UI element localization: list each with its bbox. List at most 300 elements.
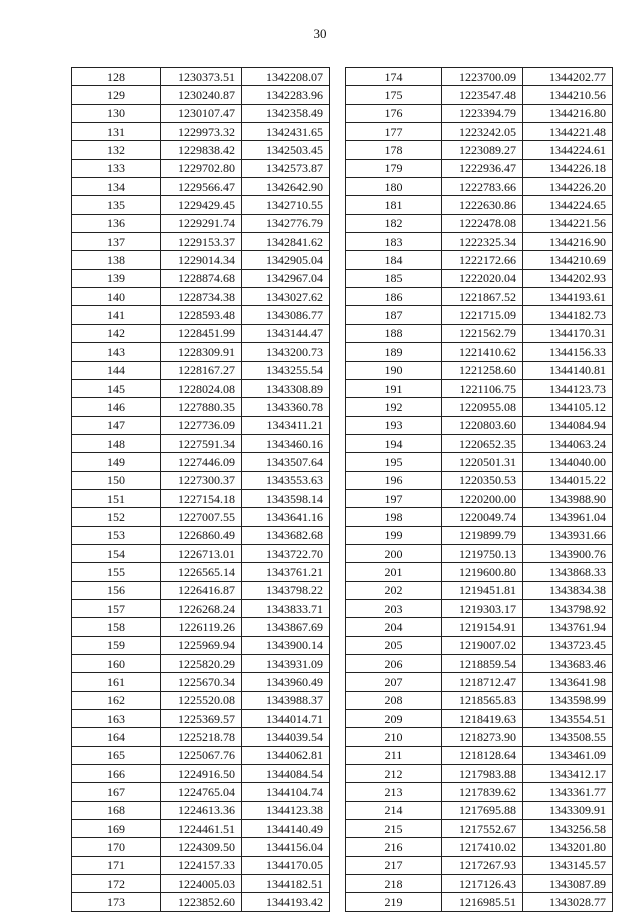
point-number-cell: 191 — [346, 379, 442, 397]
y-coordinate-cell: 1342358.49 — [242, 104, 330, 122]
y-coordinate-cell: 1343867.69 — [242, 618, 330, 636]
coordinates-table-right — [345, 67, 613, 912]
table-row — [72, 104, 330, 122]
y-coordinate-cell: 1343309.91 — [523, 801, 613, 819]
point-number-cell: 136 — [72, 214, 161, 232]
table-row — [346, 233, 613, 251]
x-coordinate-cell: 1226565.14 — [161, 563, 242, 581]
table-row — [72, 526, 330, 544]
y-coordinate-cell: 1343761.21 — [242, 563, 330, 581]
y-coordinate-cell: 1343598.14 — [242, 489, 330, 507]
y-coordinate-cell: 1343682.68 — [242, 526, 330, 544]
x-coordinate-cell: 1219007.02 — [442, 636, 523, 654]
x-coordinate-cell: 1229153.37 — [161, 233, 242, 251]
y-coordinate-cell: 1343988.90 — [523, 489, 613, 507]
table-row — [72, 710, 330, 728]
x-coordinate-cell: 1222325.34 — [442, 233, 523, 251]
point-number-cell: 147 — [72, 416, 161, 434]
table-row — [346, 214, 613, 232]
table-row — [346, 343, 613, 361]
x-coordinate-cell: 1226713.01 — [161, 544, 242, 562]
table-row — [346, 104, 613, 122]
x-coordinate-cell: 1217552.67 — [442, 820, 523, 838]
point-number-cell: 168 — [72, 801, 161, 819]
table-row — [72, 728, 330, 746]
x-coordinate-cell: 1217267.93 — [442, 856, 523, 874]
table-row — [346, 710, 613, 728]
x-coordinate-cell: 1221715.09 — [442, 306, 523, 324]
point-number-cell: 201 — [346, 563, 442, 581]
x-coordinate-cell: 1229566.47 — [161, 178, 242, 196]
coordinates-table-left — [71, 67, 330, 912]
table-row — [346, 471, 613, 489]
point-number-cell: 130 — [72, 104, 161, 122]
point-number-cell: 163 — [72, 710, 161, 728]
table-row — [346, 398, 613, 416]
x-coordinate-cell: 1223547.48 — [442, 86, 523, 104]
y-coordinate-cell: 1343361.77 — [523, 783, 613, 801]
point-number-cell: 165 — [72, 746, 161, 764]
x-coordinate-cell: 1222783.66 — [442, 178, 523, 196]
x-coordinate-cell: 1227007.55 — [161, 508, 242, 526]
y-coordinate-cell: 1344104.74 — [242, 783, 330, 801]
table-row — [72, 123, 330, 141]
point-number-cell: 129 — [72, 86, 161, 104]
table-row — [72, 765, 330, 783]
x-coordinate-cell: 1224157.33 — [161, 856, 242, 874]
table-row — [72, 655, 330, 673]
table-row — [346, 691, 613, 709]
y-coordinate-cell: 1344140.49 — [242, 820, 330, 838]
x-coordinate-cell: 1224613.36 — [161, 801, 242, 819]
x-coordinate-cell: 1225820.29 — [161, 655, 242, 673]
point-number-cell: 202 — [346, 581, 442, 599]
x-coordinate-cell: 1217695.88 — [442, 801, 523, 819]
y-coordinate-cell: 1344224.65 — [523, 196, 613, 214]
point-number-cell: 219 — [346, 893, 442, 911]
point-number-cell: 132 — [72, 141, 161, 159]
table-row — [346, 141, 613, 159]
y-coordinate-cell: 1343553.63 — [242, 471, 330, 489]
point-number-cell: 145 — [72, 379, 161, 397]
table-row — [72, 343, 330, 361]
x-coordinate-cell: 1225670.34 — [161, 673, 242, 691]
point-number-cell: 138 — [72, 251, 161, 269]
point-number-cell: 153 — [72, 526, 161, 544]
y-coordinate-cell: 1343027.62 — [242, 288, 330, 306]
table-row — [346, 178, 613, 196]
x-coordinate-cell: 1220652.35 — [442, 434, 523, 452]
table-row — [346, 453, 613, 471]
y-coordinate-cell: 1344156.33 — [523, 343, 613, 361]
table-row — [72, 746, 330, 764]
table-row — [72, 563, 330, 581]
point-number-cell: 149 — [72, 453, 161, 471]
y-coordinate-cell: 1344182.73 — [523, 306, 613, 324]
point-number-cell: 204 — [346, 618, 442, 636]
x-coordinate-cell: 1227300.37 — [161, 471, 242, 489]
point-number-cell: 215 — [346, 820, 442, 838]
x-coordinate-cell: 1219600.80 — [442, 563, 523, 581]
x-coordinate-cell: 1217983.88 — [442, 765, 523, 783]
table-row — [72, 178, 330, 196]
x-coordinate-cell: 1217410.02 — [442, 838, 523, 856]
table-row — [346, 563, 613, 581]
y-coordinate-cell: 1343145.57 — [523, 856, 613, 874]
y-coordinate-cell: 1344014.71 — [242, 710, 330, 728]
point-number-cell: 170 — [72, 838, 161, 856]
y-coordinate-cell: 1343798.92 — [523, 599, 613, 617]
table-row — [72, 306, 330, 324]
y-coordinate-cell: 1344084.54 — [242, 765, 330, 783]
table-row — [346, 544, 613, 562]
y-coordinate-cell: 1344170.31 — [523, 324, 613, 342]
point-number-cell: 131 — [72, 123, 161, 141]
y-coordinate-cell: 1343833.71 — [242, 599, 330, 617]
table-row — [346, 288, 613, 306]
point-number-cell: 189 — [346, 343, 442, 361]
point-number-cell: 207 — [346, 673, 442, 691]
y-coordinate-cell: 1343200.73 — [242, 343, 330, 361]
x-coordinate-cell: 1227736.09 — [161, 416, 242, 434]
y-coordinate-cell: 1344193.61 — [523, 288, 613, 306]
x-coordinate-cell: 1229429.45 — [161, 196, 242, 214]
table-row — [346, 508, 613, 526]
table-row — [346, 123, 613, 141]
y-coordinate-cell: 1343900.76 — [523, 544, 613, 562]
y-coordinate-cell: 1343461.09 — [523, 746, 613, 764]
y-coordinate-cell: 1344226.18 — [523, 159, 613, 177]
table-row — [346, 875, 613, 893]
x-coordinate-cell: 1221562.79 — [442, 324, 523, 342]
point-number-cell: 212 — [346, 765, 442, 783]
y-coordinate-cell: 1343598.99 — [523, 691, 613, 709]
y-coordinate-cell: 1343722.70 — [242, 544, 330, 562]
x-coordinate-cell: 1226268.24 — [161, 599, 242, 617]
point-number-cell: 152 — [72, 508, 161, 526]
point-number-cell: 174 — [346, 68, 442, 86]
table-row — [346, 856, 613, 874]
y-coordinate-cell: 1342283.96 — [242, 86, 330, 104]
point-number-cell: 180 — [346, 178, 442, 196]
y-coordinate-cell: 1342431.65 — [242, 123, 330, 141]
point-number-cell: 218 — [346, 875, 442, 893]
y-coordinate-cell: 1342841.62 — [242, 233, 330, 251]
x-coordinate-cell: 1218128.64 — [442, 746, 523, 764]
x-coordinate-cell: 1228167.27 — [161, 361, 242, 379]
table-row — [346, 269, 613, 287]
point-number-cell: 142 — [72, 324, 161, 342]
table-body-right — [346, 68, 613, 912]
x-coordinate-cell: 1217839.62 — [442, 783, 523, 801]
y-coordinate-cell: 1343028.77 — [523, 893, 613, 911]
table-row — [72, 544, 330, 562]
point-number-cell: 185 — [346, 269, 442, 287]
y-coordinate-cell: 1343087.89 — [523, 875, 613, 893]
point-number-cell: 144 — [72, 361, 161, 379]
x-coordinate-cell: 1226416.87 — [161, 581, 242, 599]
table-row — [346, 86, 613, 104]
y-coordinate-cell: 1342208.07 — [242, 68, 330, 86]
table-row — [72, 783, 330, 801]
table-row — [72, 196, 330, 214]
table-row — [346, 196, 613, 214]
x-coordinate-cell: 1220049.74 — [442, 508, 523, 526]
table-row — [72, 618, 330, 636]
point-number-cell: 206 — [346, 655, 442, 673]
x-coordinate-cell: 1223242.05 — [442, 123, 523, 141]
y-coordinate-cell: 1344202.93 — [523, 269, 613, 287]
x-coordinate-cell: 1227591.34 — [161, 434, 242, 452]
table-row — [72, 581, 330, 599]
x-coordinate-cell: 1230373.51 — [161, 68, 242, 86]
y-coordinate-cell: 1343308.89 — [242, 379, 330, 397]
y-coordinate-cell: 1342905.04 — [242, 251, 330, 269]
x-coordinate-cell: 1226860.49 — [161, 526, 242, 544]
table-row — [72, 599, 330, 617]
table-row — [72, 875, 330, 893]
page-number: 30 — [313, 26, 327, 41]
table-row — [72, 288, 330, 306]
y-coordinate-cell: 1343988.37 — [242, 691, 330, 709]
table-row — [72, 269, 330, 287]
y-coordinate-cell: 1342573.87 — [242, 159, 330, 177]
point-number-cell: 213 — [346, 783, 442, 801]
point-number-cell: 183 — [346, 233, 442, 251]
point-number-cell: 172 — [72, 875, 161, 893]
y-coordinate-cell: 1344084.94 — [523, 416, 613, 434]
x-coordinate-cell: 1227880.35 — [161, 398, 242, 416]
point-number-cell: 200 — [346, 544, 442, 562]
point-number-cell: 161 — [72, 673, 161, 691]
table-row — [346, 838, 613, 856]
x-coordinate-cell: 1228024.08 — [161, 379, 242, 397]
point-number-cell: 134 — [72, 178, 161, 196]
table-row — [346, 581, 613, 599]
point-number-cell: 209 — [346, 710, 442, 728]
x-coordinate-cell: 1220350.53 — [442, 471, 523, 489]
y-coordinate-cell: 1342967.04 — [242, 269, 330, 287]
point-number-cell: 193 — [346, 416, 442, 434]
table-row — [346, 379, 613, 397]
y-coordinate-cell: 1343683.46 — [523, 655, 613, 673]
table-row — [346, 361, 613, 379]
y-coordinate-cell: 1343255.54 — [242, 361, 330, 379]
y-coordinate-cell: 1343641.98 — [523, 673, 613, 691]
point-number-cell: 137 — [72, 233, 161, 251]
point-number-cell: 214 — [346, 801, 442, 819]
x-coordinate-cell: 1222630.86 — [442, 196, 523, 214]
point-number-cell: 162 — [72, 691, 161, 709]
point-number-cell: 155 — [72, 563, 161, 581]
table-row — [346, 618, 613, 636]
x-coordinate-cell: 1227154.18 — [161, 489, 242, 507]
table-row — [346, 655, 613, 673]
y-coordinate-cell: 1344140.81 — [523, 361, 613, 379]
x-coordinate-cell: 1223852.60 — [161, 893, 242, 911]
table-row — [72, 893, 330, 911]
y-coordinate-cell: 1343508.55 — [523, 728, 613, 746]
point-number-cell: 186 — [346, 288, 442, 306]
x-coordinate-cell: 1228451.99 — [161, 324, 242, 342]
table-row — [346, 324, 613, 342]
y-coordinate-cell: 1342776.79 — [242, 214, 330, 232]
y-coordinate-cell: 1342503.45 — [242, 141, 330, 159]
y-coordinate-cell: 1344062.81 — [242, 746, 330, 764]
y-coordinate-cell: 1343900.14 — [242, 636, 330, 654]
table-row — [72, 691, 330, 709]
table-row — [72, 636, 330, 654]
table-row — [72, 86, 330, 104]
table-row — [346, 306, 613, 324]
table-row — [346, 820, 613, 838]
y-coordinate-cell: 1344226.20 — [523, 178, 613, 196]
point-number-cell: 171 — [72, 856, 161, 874]
y-coordinate-cell: 1344123.73 — [523, 379, 613, 397]
x-coordinate-cell: 1218712.47 — [442, 673, 523, 691]
y-coordinate-cell: 1344210.69 — [523, 251, 613, 269]
table-row — [346, 728, 613, 746]
y-coordinate-cell: 1342710.55 — [242, 196, 330, 214]
point-number-cell: 198 — [346, 508, 442, 526]
x-coordinate-cell: 1220200.00 — [442, 489, 523, 507]
table-row — [346, 159, 613, 177]
point-number-cell: 208 — [346, 691, 442, 709]
y-coordinate-cell: 1343931.66 — [523, 526, 613, 544]
y-coordinate-cell: 1343144.47 — [242, 324, 330, 342]
x-coordinate-cell: 1219154.91 — [442, 618, 523, 636]
point-number-cell: 179 — [346, 159, 442, 177]
x-coordinate-cell: 1219750.13 — [442, 544, 523, 562]
point-number-cell: 216 — [346, 838, 442, 856]
table-row — [72, 508, 330, 526]
point-number-cell: 173 — [72, 893, 161, 911]
y-coordinate-cell: 1344224.61 — [523, 141, 613, 159]
y-coordinate-cell: 1344040.00 — [523, 453, 613, 471]
table-row — [346, 599, 613, 617]
x-coordinate-cell: 1222020.04 — [442, 269, 523, 287]
point-number-cell: 164 — [72, 728, 161, 746]
point-number-cell: 203 — [346, 599, 442, 617]
y-coordinate-cell: 1344193.42 — [242, 893, 330, 911]
table-row — [346, 416, 613, 434]
table-row — [72, 324, 330, 342]
table-row — [72, 398, 330, 416]
point-number-cell: 156 — [72, 581, 161, 599]
point-number-cell: 197 — [346, 489, 442, 507]
point-number-cell: 140 — [72, 288, 161, 306]
x-coordinate-cell: 1223089.27 — [442, 141, 523, 159]
y-coordinate-cell: 1343086.77 — [242, 306, 330, 324]
x-coordinate-cell: 1220955.08 — [442, 398, 523, 416]
x-coordinate-cell: 1217126.43 — [442, 875, 523, 893]
point-number-cell: 157 — [72, 599, 161, 617]
point-number-cell: 146 — [72, 398, 161, 416]
point-number-cell: 196 — [346, 471, 442, 489]
x-coordinate-cell: 1220803.60 — [442, 416, 523, 434]
x-coordinate-cell: 1218859.54 — [442, 655, 523, 673]
x-coordinate-cell: 1230107.47 — [161, 104, 242, 122]
point-number-cell: 160 — [72, 655, 161, 673]
x-coordinate-cell: 1219451.81 — [442, 581, 523, 599]
point-number-cell: 194 — [346, 434, 442, 452]
point-number-cell: 176 — [346, 104, 442, 122]
table-row — [346, 636, 613, 654]
y-coordinate-cell: 1343723.45 — [523, 636, 613, 654]
table-body-left — [72, 68, 330, 912]
y-coordinate-cell: 1344216.80 — [523, 104, 613, 122]
point-number-cell: 190 — [346, 361, 442, 379]
y-coordinate-cell: 1344063.24 — [523, 434, 613, 452]
point-number-cell: 210 — [346, 728, 442, 746]
table-row — [72, 379, 330, 397]
x-coordinate-cell: 1225218.78 — [161, 728, 242, 746]
point-number-cell: 148 — [72, 434, 161, 452]
x-coordinate-cell: 1224916.50 — [161, 765, 242, 783]
x-coordinate-cell: 1225520.08 — [161, 691, 242, 709]
x-coordinate-cell: 1219303.17 — [442, 599, 523, 617]
table-row — [72, 214, 330, 232]
table-row — [72, 233, 330, 251]
point-number-cell: 217 — [346, 856, 442, 874]
table-row — [72, 838, 330, 856]
y-coordinate-cell: 1343960.49 — [242, 673, 330, 691]
table-row — [346, 783, 613, 801]
x-coordinate-cell: 1224765.04 — [161, 783, 242, 801]
y-coordinate-cell: 1343201.80 — [523, 838, 613, 856]
point-number-cell: 195 — [346, 453, 442, 471]
point-number-cell: 133 — [72, 159, 161, 177]
y-coordinate-cell: 1343834.38 — [523, 581, 613, 599]
y-coordinate-cell: 1344221.56 — [523, 214, 613, 232]
x-coordinate-cell: 1225969.94 — [161, 636, 242, 654]
y-coordinate-cell: 1344221.48 — [523, 123, 613, 141]
table-row — [72, 434, 330, 452]
y-coordinate-cell: 1344210.56 — [523, 86, 613, 104]
point-number-cell: 141 — [72, 306, 161, 324]
x-coordinate-cell: 1221410.62 — [442, 343, 523, 361]
y-coordinate-cell: 1344039.54 — [242, 728, 330, 746]
x-coordinate-cell: 1227446.09 — [161, 453, 242, 471]
point-number-cell: 169 — [72, 820, 161, 838]
y-coordinate-cell: 1343554.51 — [523, 710, 613, 728]
point-number-cell: 211 — [346, 746, 442, 764]
x-coordinate-cell: 1228734.38 — [161, 288, 242, 306]
x-coordinate-cell: 1222478.08 — [442, 214, 523, 232]
y-coordinate-cell: 1344216.90 — [523, 233, 613, 251]
point-number-cell: 188 — [346, 324, 442, 342]
point-number-cell: 158 — [72, 618, 161, 636]
y-coordinate-cell: 1343256.58 — [523, 820, 613, 838]
y-coordinate-cell: 1344105.12 — [523, 398, 613, 416]
y-coordinate-cell: 1343641.16 — [242, 508, 330, 526]
y-coordinate-cell: 1344202.77 — [523, 68, 613, 86]
x-coordinate-cell: 1222936.47 — [442, 159, 523, 177]
y-coordinate-cell: 1343868.33 — [523, 563, 613, 581]
y-coordinate-cell: 1344123.38 — [242, 801, 330, 819]
x-coordinate-cell: 1228874.68 — [161, 269, 242, 287]
y-coordinate-cell: 1343761.94 — [523, 618, 613, 636]
point-number-cell: 178 — [346, 141, 442, 159]
x-coordinate-cell: 1228593.48 — [161, 306, 242, 324]
x-coordinate-cell: 1229014.34 — [161, 251, 242, 269]
point-number-cell: 150 — [72, 471, 161, 489]
x-coordinate-cell: 1220501.31 — [442, 453, 523, 471]
point-number-cell: 175 — [346, 86, 442, 104]
y-coordinate-cell: 1343360.78 — [242, 398, 330, 416]
point-number-cell: 167 — [72, 783, 161, 801]
x-coordinate-cell: 1224005.03 — [161, 875, 242, 893]
